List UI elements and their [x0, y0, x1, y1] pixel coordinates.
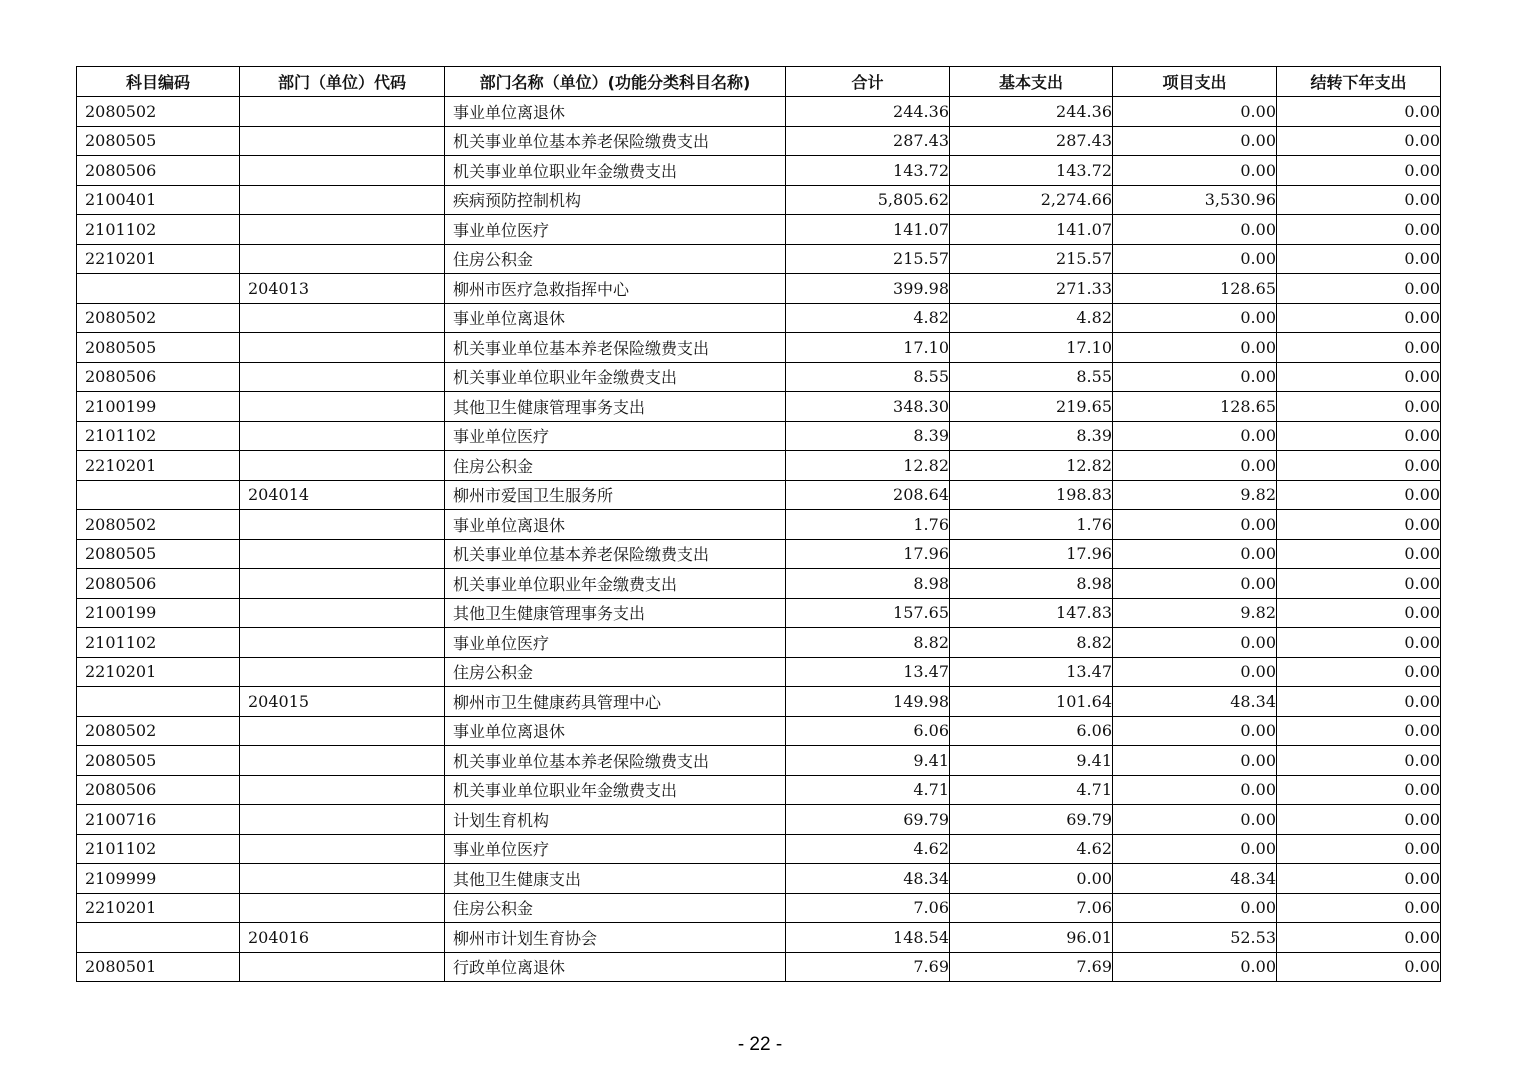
department-name-cell: 机关事业单位基本养老保险缴费支出	[445, 539, 786, 569]
subject-code-cell	[77, 274, 240, 304]
total-cell: 148.54	[786, 923, 950, 953]
total-cell: 1.76	[786, 510, 950, 540]
department-code-cell	[240, 628, 445, 658]
total-cell: 8.39	[786, 421, 950, 451]
project-expenditure-cell: 52.53	[1113, 923, 1277, 953]
carryover-cell: 0.00	[1277, 244, 1441, 274]
subject-code-cell: 2109999	[77, 864, 240, 894]
header-carryover-expenditure: 结转下年支出	[1277, 67, 1441, 97]
total-cell: 8.98	[786, 569, 950, 599]
department-code-cell	[240, 569, 445, 599]
carryover-cell: 0.00	[1277, 598, 1441, 628]
page-number: - 22 -	[737, 1034, 783, 1055]
table-header-row	[77, 67, 1441, 97]
total-cell: 17.10	[786, 333, 950, 363]
department-name-cell: 事业单位离退休	[445, 303, 786, 333]
carryover-cell: 0.00	[1277, 480, 1441, 510]
department-name-cell: 机关事业单位基本养老保险缴费支出	[445, 126, 786, 156]
table-row	[77, 510, 1441, 540]
carryover-cell: 0.00	[1277, 215, 1441, 245]
department-code-cell	[240, 775, 445, 805]
subject-code-cell: 2080505	[77, 126, 240, 156]
table-row	[77, 687, 1441, 717]
basic-expenditure-cell: 17.10	[950, 333, 1113, 363]
department-name-cell: 机关事业单位职业年金缴费支出	[445, 362, 786, 392]
project-expenditure-cell: 0.00	[1113, 303, 1277, 333]
department-name-cell: 疾病预防控制机构	[445, 185, 786, 215]
project-expenditure-cell: 9.82	[1113, 598, 1277, 628]
subject-code-cell: 2101102	[77, 834, 240, 864]
department-name-cell: 计划生育机构	[445, 805, 786, 835]
basic-expenditure-cell: 12.82	[950, 451, 1113, 481]
table-row	[77, 746, 1441, 776]
department-code-cell	[240, 510, 445, 540]
department-name-cell: 住房公积金	[445, 893, 786, 923]
basic-expenditure-cell: 8.39	[950, 421, 1113, 451]
header-department-name: 部门名称（单位）(功能分类科目名称)	[445, 67, 786, 97]
subject-code-cell: 2080502	[77, 303, 240, 333]
basic-expenditure-cell: 143.72	[950, 156, 1113, 186]
project-expenditure-cell: 0.00	[1113, 805, 1277, 835]
project-expenditure-cell: 0.00	[1113, 451, 1277, 481]
table-row	[77, 185, 1441, 215]
project-expenditure-cell: 0.00	[1113, 539, 1277, 569]
department-name-cell: 柳州市爱国卫生服务所	[445, 480, 786, 510]
basic-expenditure-cell: 0.00	[950, 864, 1113, 894]
subject-code-cell: 2080502	[77, 510, 240, 540]
department-name-cell: 事业单位医疗	[445, 215, 786, 245]
department-code-cell	[240, 333, 445, 363]
basic-expenditure-cell: 219.65	[950, 392, 1113, 422]
project-expenditure-cell: 0.00	[1113, 244, 1277, 274]
project-expenditure-cell: 48.34	[1113, 864, 1277, 894]
carryover-cell: 0.00	[1277, 274, 1441, 304]
department-name-cell: 住房公积金	[445, 244, 786, 274]
basic-expenditure-cell: 96.01	[950, 923, 1113, 953]
basic-expenditure-cell: 17.96	[950, 539, 1113, 569]
table-row	[77, 952, 1441, 982]
subject-code-cell: 2100716	[77, 805, 240, 835]
subject-code-cell: 2080505	[77, 539, 240, 569]
table-row	[77, 392, 1441, 422]
project-expenditure-cell: 0.00	[1113, 893, 1277, 923]
table-row	[77, 569, 1441, 599]
table-row	[77, 805, 1441, 835]
table-row	[77, 657, 1441, 687]
table-row	[77, 923, 1441, 953]
department-name-cell: 事业单位离退休	[445, 716, 786, 746]
department-code-cell: 204015	[240, 687, 445, 717]
department-code-cell: 204013	[240, 274, 445, 304]
department-name-cell: 机关事业单位职业年金缴费支出	[445, 156, 786, 186]
carryover-cell: 0.00	[1277, 893, 1441, 923]
basic-expenditure-cell: 69.79	[950, 805, 1113, 835]
subject-code-cell: 2210201	[77, 657, 240, 687]
table-row	[77, 274, 1441, 304]
table-row	[77, 716, 1441, 746]
carryover-cell: 0.00	[1277, 834, 1441, 864]
carryover-cell: 0.00	[1277, 628, 1441, 658]
carryover-cell: 0.00	[1277, 539, 1441, 569]
project-expenditure-cell: 0.00	[1113, 156, 1277, 186]
department-code-cell	[240, 185, 445, 215]
table-row	[77, 539, 1441, 569]
header-total: 合计	[786, 67, 950, 97]
basic-expenditure-cell: 8.55	[950, 362, 1113, 392]
carryover-cell: 0.00	[1277, 746, 1441, 776]
basic-expenditure-cell: 147.83	[950, 598, 1113, 628]
subject-code-cell: 2100199	[77, 392, 240, 422]
department-name-cell: 事业单位医疗	[445, 421, 786, 451]
total-cell: 157.65	[786, 598, 950, 628]
department-code-cell	[240, 598, 445, 628]
department-code-cell	[240, 97, 445, 127]
project-expenditure-cell: 0.00	[1113, 716, 1277, 746]
subject-code-cell: 2080506	[77, 156, 240, 186]
carryover-cell: 0.00	[1277, 510, 1441, 540]
project-expenditure-cell: 128.65	[1113, 392, 1277, 422]
header-project-expenditure: 项目支出	[1113, 67, 1277, 97]
carryover-cell: 0.00	[1277, 392, 1441, 422]
project-expenditure-cell: 0.00	[1113, 657, 1277, 687]
basic-expenditure-cell: 244.36	[950, 97, 1113, 127]
header-department-code: 部门（单位）代码	[240, 67, 445, 97]
carryover-cell: 0.00	[1277, 716, 1441, 746]
carryover-cell: 0.00	[1277, 303, 1441, 333]
subject-code-cell: 2210201	[77, 893, 240, 923]
department-name-cell: 机关事业单位职业年金缴费支出	[445, 775, 786, 805]
department-code-cell	[240, 392, 445, 422]
total-cell: 208.64	[786, 480, 950, 510]
total-cell: 141.07	[786, 215, 950, 245]
department-name-cell: 事业单位离退休	[445, 97, 786, 127]
carryover-cell: 0.00	[1277, 805, 1441, 835]
basic-expenditure-cell: 287.43	[950, 126, 1113, 156]
table-row	[77, 303, 1441, 333]
project-expenditure-cell: 9.82	[1113, 480, 1277, 510]
subject-code-cell: 2080505	[77, 746, 240, 776]
subject-code-cell: 2101102	[77, 215, 240, 245]
total-cell: 399.98	[786, 274, 950, 304]
subject-code-cell: 2100199	[77, 598, 240, 628]
subject-code-cell: 2101102	[77, 628, 240, 658]
subject-code-cell: 2210201	[77, 451, 240, 481]
table-row	[77, 126, 1441, 156]
table-row	[77, 775, 1441, 805]
table-row	[77, 156, 1441, 186]
project-expenditure-cell: 0.00	[1113, 834, 1277, 864]
total-cell: 7.69	[786, 952, 950, 982]
total-cell: 348.30	[786, 392, 950, 422]
department-name-cell: 事业单位离退休	[445, 510, 786, 540]
project-expenditure-cell: 0.00	[1113, 97, 1277, 127]
subject-code-cell: 2080501	[77, 952, 240, 982]
carryover-cell: 0.00	[1277, 657, 1441, 687]
department-code-cell: 204014	[240, 480, 445, 510]
table-row	[77, 480, 1441, 510]
total-cell: 9.41	[786, 746, 950, 776]
department-name-cell: 柳州市卫生健康药具管理中心	[445, 687, 786, 717]
total-cell: 13.47	[786, 657, 950, 687]
total-cell: 4.62	[786, 834, 950, 864]
subject-code-cell: 2100401	[77, 185, 240, 215]
project-expenditure-cell: 128.65	[1113, 274, 1277, 304]
table-row	[77, 421, 1441, 451]
table-row	[77, 864, 1441, 894]
table-row	[77, 451, 1441, 481]
basic-expenditure-cell: 101.64	[950, 687, 1113, 717]
department-code-cell	[240, 126, 445, 156]
project-expenditure-cell: 0.00	[1113, 628, 1277, 658]
table-row	[77, 97, 1441, 127]
table-row	[77, 362, 1441, 392]
subject-code-cell: 2080502	[77, 97, 240, 127]
table-row	[77, 215, 1441, 245]
department-code-cell	[240, 451, 445, 481]
subject-code-cell	[77, 480, 240, 510]
department-code-cell	[240, 893, 445, 923]
total-cell: 48.34	[786, 864, 950, 894]
subject-code-cell: 2080506	[77, 775, 240, 805]
carryover-cell: 0.00	[1277, 126, 1441, 156]
project-expenditure-cell: 0.00	[1113, 775, 1277, 805]
basic-expenditure-cell: 6.06	[950, 716, 1113, 746]
department-code-cell	[240, 303, 445, 333]
header-basic-expenditure: 基本支出	[950, 67, 1113, 97]
subject-code-cell: 2101102	[77, 421, 240, 451]
table-row	[77, 244, 1441, 274]
carryover-cell: 0.00	[1277, 687, 1441, 717]
department-code-cell	[240, 834, 445, 864]
department-name-cell: 柳州市计划生育协会	[445, 923, 786, 953]
subject-code-cell: 2080506	[77, 362, 240, 392]
department-code-cell	[240, 244, 445, 274]
basic-expenditure-cell: 8.98	[950, 569, 1113, 599]
project-expenditure-cell: 48.34	[1113, 687, 1277, 717]
total-cell: 149.98	[786, 687, 950, 717]
department-name-cell: 行政单位离退休	[445, 952, 786, 982]
carryover-cell: 0.00	[1277, 864, 1441, 894]
carryover-cell: 0.00	[1277, 775, 1441, 805]
project-expenditure-cell: 0.00	[1113, 333, 1277, 363]
total-cell: 4.82	[786, 303, 950, 333]
basic-expenditure-cell: 7.06	[950, 893, 1113, 923]
department-name-cell: 其他卫生健康管理事务支出	[445, 392, 786, 422]
basic-expenditure-cell: 8.82	[950, 628, 1113, 658]
carryover-cell: 0.00	[1277, 569, 1441, 599]
basic-expenditure-cell: 4.71	[950, 775, 1113, 805]
subject-code-cell: 2210201	[77, 244, 240, 274]
budget-table-container	[76, 66, 1440, 982]
department-name-cell: 柳州市医疗急救指挥中心	[445, 274, 786, 304]
project-expenditure-cell: 3,530.96	[1113, 185, 1277, 215]
department-name-cell: 机关事业单位职业年金缴费支出	[445, 569, 786, 599]
total-cell: 69.79	[786, 805, 950, 835]
table-row	[77, 893, 1441, 923]
project-expenditure-cell: 0.00	[1113, 952, 1277, 982]
department-name-cell: 事业单位医疗	[445, 834, 786, 864]
department-code-cell	[240, 215, 445, 245]
total-cell: 8.82	[786, 628, 950, 658]
project-expenditure-cell: 0.00	[1113, 569, 1277, 599]
department-code-cell	[240, 539, 445, 569]
department-name-cell: 其他卫生健康支出	[445, 864, 786, 894]
total-cell: 215.57	[786, 244, 950, 274]
table-row	[77, 333, 1441, 363]
carryover-cell: 0.00	[1277, 362, 1441, 392]
table-body	[77, 97, 1441, 982]
basic-expenditure-cell: 271.33	[950, 274, 1113, 304]
department-code-cell	[240, 657, 445, 687]
department-name-cell: 住房公积金	[445, 657, 786, 687]
carryover-cell: 0.00	[1277, 421, 1441, 451]
basic-expenditure-cell: 2,274.66	[950, 185, 1113, 215]
subject-code-cell: 2080505	[77, 333, 240, 363]
total-cell: 4.71	[786, 775, 950, 805]
total-cell: 143.72	[786, 156, 950, 186]
carryover-cell: 0.00	[1277, 923, 1441, 953]
subject-code-cell: 2080502	[77, 716, 240, 746]
department-code-cell	[240, 952, 445, 982]
department-name-cell: 其他卫生健康管理事务支出	[445, 598, 786, 628]
department-code-cell	[240, 864, 445, 894]
basic-expenditure-cell: 7.69	[950, 952, 1113, 982]
carryover-cell: 0.00	[1277, 156, 1441, 186]
carryover-cell: 0.00	[1277, 333, 1441, 363]
table-row	[77, 834, 1441, 864]
project-expenditure-cell: 0.00	[1113, 421, 1277, 451]
department-code-cell	[240, 362, 445, 392]
basic-expenditure-cell: 198.83	[950, 480, 1113, 510]
carryover-cell: 0.00	[1277, 97, 1441, 127]
total-cell: 244.36	[786, 97, 950, 127]
total-cell: 287.43	[786, 126, 950, 156]
total-cell: 5,805.62	[786, 185, 950, 215]
expenditure-table	[76, 66, 1441, 982]
carryover-cell: 0.00	[1277, 185, 1441, 215]
total-cell: 12.82	[786, 451, 950, 481]
total-cell: 7.06	[786, 893, 950, 923]
project-expenditure-cell: 0.00	[1113, 510, 1277, 540]
basic-expenditure-cell: 215.57	[950, 244, 1113, 274]
project-expenditure-cell: 0.00	[1113, 746, 1277, 776]
total-cell: 6.06	[786, 716, 950, 746]
department-code-cell	[240, 156, 445, 186]
department-name-cell: 住房公积金	[445, 451, 786, 481]
basic-expenditure-cell: 141.07	[950, 215, 1113, 245]
carryover-cell: 0.00	[1277, 952, 1441, 982]
department-code-cell	[240, 805, 445, 835]
department-code-cell	[240, 746, 445, 776]
project-expenditure-cell: 0.00	[1113, 126, 1277, 156]
department-code-cell	[240, 716, 445, 746]
total-cell: 8.55	[786, 362, 950, 392]
table-row	[77, 628, 1441, 658]
basic-expenditure-cell: 4.62	[950, 834, 1113, 864]
carryover-cell: 0.00	[1277, 451, 1441, 481]
department-name-cell: 事业单位医疗	[445, 628, 786, 658]
subject-code-cell	[77, 923, 240, 953]
subject-code-cell	[77, 687, 240, 717]
department-code-cell	[240, 421, 445, 451]
department-code-cell: 204016	[240, 923, 445, 953]
basic-expenditure-cell: 4.82	[950, 303, 1113, 333]
total-cell: 17.96	[786, 539, 950, 569]
subject-code-cell: 2080506	[77, 569, 240, 599]
basic-expenditure-cell: 1.76	[950, 510, 1113, 540]
table-row	[77, 598, 1441, 628]
basic-expenditure-cell: 9.41	[950, 746, 1113, 776]
project-expenditure-cell: 0.00	[1113, 362, 1277, 392]
basic-expenditure-cell: 13.47	[950, 657, 1113, 687]
department-name-cell: 机关事业单位基本养老保险缴费支出	[445, 746, 786, 776]
department-name-cell: 机关事业单位基本养老保险缴费支出	[445, 333, 786, 363]
project-expenditure-cell: 0.00	[1113, 215, 1277, 245]
header-subject-code: 科目编码	[77, 67, 240, 97]
